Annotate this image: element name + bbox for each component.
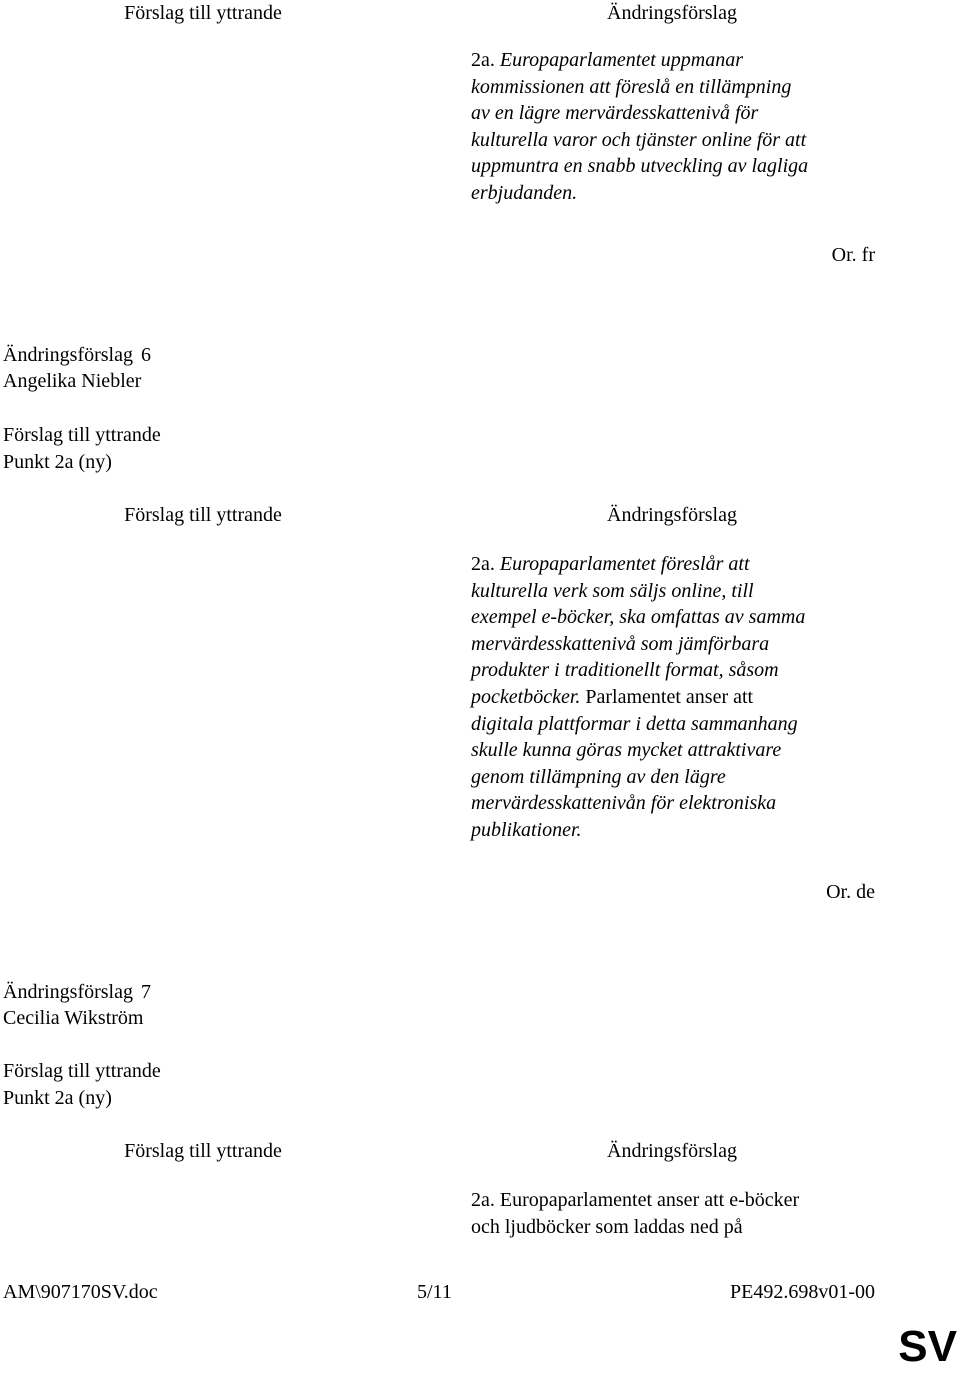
amendment-paragraph-number: 2a. (471, 49, 500, 71)
amendment-author: Cecilia Wikström (3, 1007, 144, 1029)
language-code: SV (898, 1322, 957, 1371)
amended-document: Förslag till yttrande (3, 424, 161, 446)
column-header-draft-opinion: Förslag till yttrande (124, 1140, 282, 1162)
amendment-body-normal: Parlamentet anser att (585, 685, 754, 708)
column-header-amendment: Ändringsförslag (607, 1140, 737, 1162)
amendment-heading (3, 342, 151, 368)
amendment-paragraph-number: 2a. (471, 553, 500, 575)
column-header-amendment: Ändringsförslag (607, 504, 737, 526)
footer-pe-reference: PE492.698v01-00 (730, 1281, 875, 1303)
amendment-text: 2a. Europaparlamentet anser att e-böcker och ljudböcker som laddas ned på (471, 1189, 800, 1238)
amended-point: Punkt 2a (ny) (3, 451, 112, 473)
amended-point: Punkt 2a (ny) (3, 1087, 112, 1109)
amendment-body-italic: digitala plattformar i detta sammanhang skulle kunna göras mycket attraktivare genom tillämpning av den lägre mervärdesskattenivån för elektroniska publikationer. (471, 712, 798, 841)
footer-page-number: 5/11 (417, 1281, 452, 1303)
column-header-draft-opinion: Förslag till yttrande (124, 504, 282, 526)
original-language: Or. fr (831, 244, 875, 266)
amendment-label: Ändringsförslag (3, 981, 133, 1003)
column-header-draft-opinion: Förslag till yttrande (124, 2, 282, 24)
amendment-label: Ändringsförslag (3, 344, 133, 366)
amendment-text (471, 551, 891, 844)
amendment-text (471, 47, 891, 207)
amendment-heading (3, 979, 151, 1005)
footer-document-reference: AM\907170SV.doc (3, 1281, 158, 1303)
amendment-body: Europaparlamentet uppmanar kommissionen att föreslå en tillämpning av en lägre mervärdesskattenivå för kulturella varor och tjänster online för att uppmuntra en snabb utveckling av lagliga erbjudanden. (471, 49, 809, 204)
amendment-number: 6 (140, 344, 151, 366)
amendment-number: 7 (140, 981, 151, 1003)
column-header-amendment: Ändringsförslag (607, 2, 737, 24)
amended-document: Förslag till yttrande (3, 1060, 161, 1082)
amendment-body-italic: Europaparlamentet föreslår att kulturella verk som säljs online, till exempel e-böcker, ska omfattas av samma mervärdesskattenivå som jämförbara produkter i traditionellt format, såsom pocketböcker. (471, 553, 806, 708)
original-language: Or. de (826, 881, 875, 903)
amendment-author: Angelika Niebler (3, 370, 142, 392)
